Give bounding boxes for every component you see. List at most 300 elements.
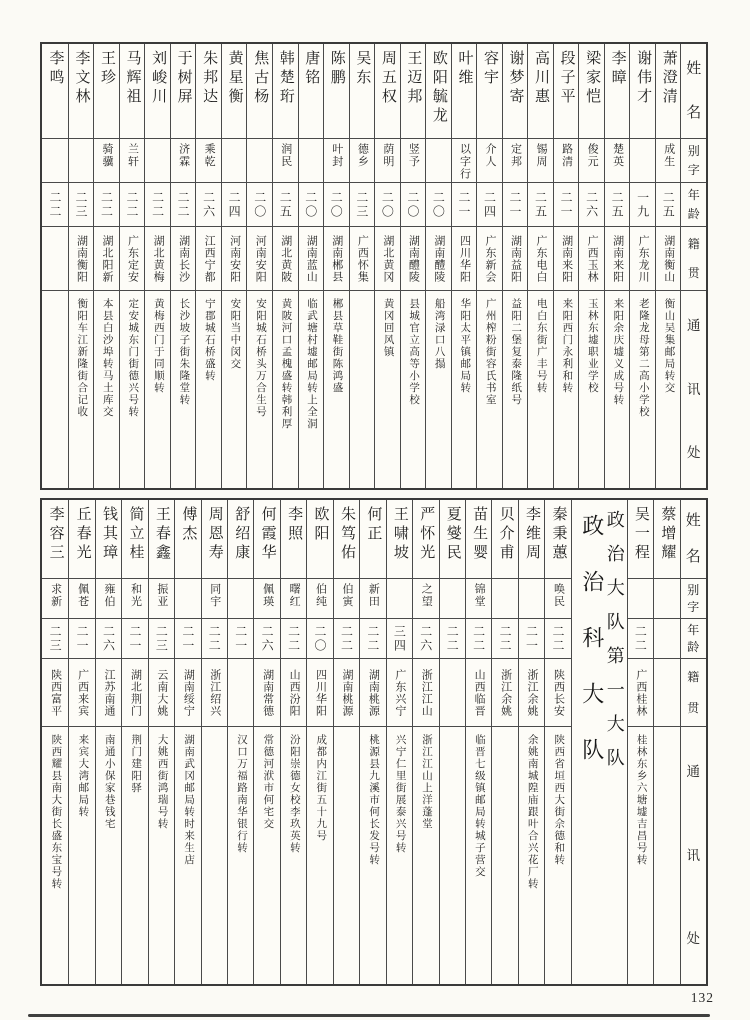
name-cell	[578, 44, 604, 138]
address-cell	[439, 726, 465, 984]
name-cell-text: 简立桂	[127, 506, 144, 563]
name-cell	[170, 44, 196, 138]
address-cell-text: 老隆龙母第二高小学校	[637, 298, 649, 418]
zi-cell	[95, 578, 121, 618]
name-cell	[412, 500, 438, 578]
native-place-cell-text: 河南安阳	[228, 234, 241, 283]
address-cell-text: 临武塘村墟邮局转上全洞	[306, 298, 318, 430]
age-cell	[333, 618, 359, 658]
age-cell-text: 二三	[48, 624, 63, 653]
native-place-cell	[400, 226, 426, 290]
section-header-column	[571, 500, 627, 984]
name-cell	[386, 500, 412, 578]
age-cell-text: 二一	[127, 624, 142, 653]
name-cell	[306, 500, 332, 578]
name-cell-text: 谢伟才	[635, 50, 652, 107]
age-cell	[68, 182, 94, 226]
age-cell	[425, 182, 451, 226]
native-place-cell	[553, 226, 579, 290]
name-cell-text: 贝介甫	[497, 506, 514, 563]
person-column	[629, 44, 655, 488]
native-place-cell	[359, 658, 385, 726]
zi-cell-text: 佩苍	[76, 583, 89, 608]
zi-cell	[400, 138, 426, 182]
zi-cell	[604, 138, 630, 182]
person-column	[476, 44, 502, 488]
zi-cell	[93, 138, 119, 182]
zi-cell-text: 楚英	[611, 143, 624, 168]
age-cell	[465, 618, 491, 658]
zi-cell-text: 和光	[129, 583, 142, 608]
age-cell	[42, 618, 68, 658]
address-cell-text: 电白东街广丰号转	[535, 298, 547, 394]
header-char: 名	[685, 548, 701, 565]
header-char: 贯	[687, 700, 700, 715]
address-cell-text: 汉口万福路南华银行转	[235, 734, 247, 854]
address-cell	[280, 726, 306, 984]
name-cell-text: 李维周	[524, 506, 541, 563]
age-cell-text: 二一	[180, 624, 195, 653]
native-place-cell	[491, 658, 517, 726]
name-cell	[476, 44, 502, 138]
zi-cell-text: 佩瑛	[261, 583, 274, 608]
native-place-cell	[412, 658, 438, 726]
native-place-cell	[221, 226, 247, 290]
native-place-cell	[174, 658, 200, 726]
address-cell	[578, 290, 604, 488]
person-column	[491, 500, 517, 984]
zi-cell	[476, 138, 502, 182]
age-cell-text: 二六	[418, 624, 433, 653]
name-cell-text: 夏燮民	[444, 506, 461, 563]
name-cell-text: 何正	[365, 506, 382, 544]
native-place-cell-text: 湖北黄陂	[279, 234, 292, 283]
zi-cell-text: 锦堂	[473, 583, 486, 608]
name-cell-text: 梁家恺	[584, 50, 601, 107]
name-cell	[93, 44, 119, 138]
person-column	[68, 500, 94, 984]
age-cell	[280, 618, 306, 658]
name-cell	[439, 500, 465, 578]
zi-cell-text: 叶封	[330, 143, 343, 168]
name-cell	[148, 500, 174, 578]
name-cell	[227, 500, 253, 578]
age-cell	[68, 618, 94, 658]
age-cell	[144, 182, 170, 226]
zi-cell	[627, 578, 653, 618]
native-place-cell	[42, 658, 68, 726]
name-cell-text: 王啸坡	[391, 506, 408, 563]
native-place-cell-text: 广东兴宁	[393, 668, 406, 717]
name-cell-text: 王春鑫	[153, 506, 170, 563]
person-column	[386, 500, 412, 984]
person-column	[306, 500, 332, 984]
person-column	[298, 44, 324, 488]
zi-cell-text: 曙红	[288, 583, 301, 608]
address-cell-text: 来阳余庆墟义成号转	[612, 298, 624, 406]
name-cell-text: 周五权	[379, 50, 396, 107]
address-cell-text: 广州榨粉街容氏书室	[484, 298, 496, 406]
native-place-cell-text: 广西怀集	[356, 234, 369, 283]
name-cell-text: 于树屏	[175, 50, 192, 107]
zi-cell	[653, 578, 679, 618]
address-cell	[502, 290, 528, 488]
native-place-cell	[144, 226, 170, 290]
header-char: 龄	[687, 639, 700, 654]
native-place-cell	[246, 226, 272, 290]
address-cell-text: 安阳当中闵交	[229, 298, 241, 370]
age-cell-text: 二一	[559, 190, 574, 219]
zi-cell	[253, 578, 279, 618]
header-char: 贯	[687, 265, 700, 280]
person-column	[518, 500, 544, 984]
name-cell	[465, 500, 491, 578]
name-cell	[527, 44, 553, 138]
zi-cell-text: 润民	[279, 143, 292, 168]
zi-cell	[439, 578, 465, 618]
native-place-cell	[439, 658, 465, 726]
person-column	[272, 44, 298, 488]
zi-cell	[451, 138, 477, 182]
native-place-cell-text: 广东龙川	[637, 234, 650, 283]
person-column	[68, 44, 94, 488]
header-zi	[680, 138, 706, 182]
person-column	[627, 500, 653, 984]
age-cell	[42, 182, 68, 226]
name-cell	[201, 500, 227, 578]
address-cell	[386, 726, 412, 984]
person-column	[412, 500, 438, 984]
address-cell-text: 本县白沙埠转马土库交	[101, 298, 113, 418]
address-cell-text: 来宾大湾邮局转	[77, 734, 89, 818]
age-cell-text: 二三	[73, 190, 88, 219]
native-place-cell-text: 山西临晋	[473, 668, 486, 717]
header-char: 字	[687, 599, 700, 614]
age-cell-text: 二六	[584, 190, 599, 219]
name-cell-text: 陈鹏	[328, 50, 345, 88]
zi-cell	[174, 578, 200, 618]
native-place-cell-text: 湖南常德	[261, 668, 274, 717]
zi-cell	[42, 138, 68, 182]
native-place-cell-text: 湖北黄冈	[381, 234, 394, 283]
age-cell-text: 二〇	[313, 624, 328, 653]
zi-cell-text: 振亚	[155, 583, 168, 608]
header-char: 龄	[687, 206, 700, 221]
name-cell-text: 王迈邦	[405, 50, 422, 107]
age-cell-text: 二二	[176, 190, 191, 219]
header-char: 名	[686, 104, 702, 121]
name-cell	[174, 500, 200, 578]
age-cell-text: 二〇	[380, 190, 395, 219]
person-column	[349, 44, 375, 488]
age-cell	[412, 618, 438, 658]
name-cell-text: 马辉祖	[124, 50, 141, 107]
native-place-cell-text: 四川华阳	[458, 234, 471, 283]
header-address	[680, 726, 706, 984]
address-cell-text: 荆门建阳驿	[130, 734, 142, 794]
zi-cell-text: 新田	[367, 583, 380, 608]
name-cell-text: 苗生婴	[471, 506, 488, 563]
native-place-cell	[298, 226, 324, 290]
address-cell-text: 衡山吴集邮局转交	[663, 298, 675, 394]
name-cell	[400, 44, 426, 138]
name-cell-text: 李暲	[609, 50, 626, 88]
address-cell-text: 安阳城石桥头万合生号	[254, 298, 266, 418]
person-column	[246, 44, 272, 488]
header-char: 讯	[686, 847, 701, 863]
address-cell-text: 余姚南城隍庙跟叶合兴花厂转	[526, 734, 538, 890]
address-cell	[553, 290, 579, 488]
header-char: 籍	[687, 670, 700, 685]
header-char: 字	[687, 162, 700, 177]
native-place-cell-text: 湖南桃源	[367, 668, 380, 717]
address-cell-text: 汾阳崇德女校李玖英转	[288, 734, 300, 854]
scan-artifact-line	[28, 1014, 710, 1017]
person-column	[359, 500, 385, 984]
age-cell-text: 二四	[482, 190, 497, 219]
age-cell	[174, 618, 200, 658]
address-cell-text: 船湾渌口八搨	[433, 298, 445, 370]
name-cell	[553, 44, 579, 138]
native-place-cell-text: 湖南郴县	[330, 234, 343, 283]
zi-cell	[68, 138, 94, 182]
age-cell	[349, 182, 375, 226]
person-column	[253, 500, 279, 984]
header-age	[680, 182, 706, 226]
zi-cell-text: 伯纯	[314, 583, 327, 608]
native-place-cell-text: 湖北阳新	[101, 234, 114, 283]
age-cell-text: 二一	[524, 624, 539, 653]
age-cell-text: 二二	[471, 624, 486, 653]
person-column	[144, 44, 170, 488]
address-cell-text: 衡阳车江新隆街合记收	[76, 298, 88, 418]
name-cell-text: 焦古杨	[252, 50, 269, 107]
section-title-line: 政治大队第一大队	[604, 510, 625, 782]
person-column	[465, 500, 491, 984]
zi-cell	[323, 138, 349, 182]
age-cell	[439, 618, 465, 658]
name-cell	[349, 44, 375, 138]
native-place-cell	[425, 226, 451, 290]
address-cell	[544, 726, 570, 984]
native-place-cell	[95, 658, 121, 726]
zi-cell-text: 荫明	[381, 143, 394, 168]
zi-cell-text: 以字行	[458, 143, 471, 181]
age-cell	[93, 182, 119, 226]
name-cell	[221, 44, 247, 138]
age-cell	[502, 182, 528, 226]
age-cell	[246, 182, 272, 226]
age-cell-text: 二六	[201, 190, 216, 219]
header-name	[680, 44, 706, 138]
address-cell	[42, 726, 68, 984]
address-cell-text: 玉林东墟职业学校	[586, 298, 598, 394]
age-cell-text: 二五	[278, 190, 293, 219]
native-place-cell-text: 湖南绥宁	[182, 668, 195, 717]
age-cell-text: 二二	[47, 190, 62, 219]
address-cell	[412, 726, 438, 984]
name-cell	[544, 500, 570, 578]
native-place-cell	[253, 658, 279, 726]
zi-cell	[221, 138, 247, 182]
zi-cell-text: 之望	[420, 583, 433, 608]
zi-cell	[465, 578, 491, 618]
native-place-cell	[544, 658, 570, 726]
name-cell	[298, 44, 324, 138]
zi-cell-text: 介人	[483, 143, 496, 168]
zi-cell	[272, 138, 298, 182]
age-cell-text: 二二	[125, 190, 140, 219]
name-cell-text: 周恩寿	[206, 506, 223, 563]
age-cell	[195, 182, 221, 226]
native-place-cell-text: 浙江江山	[420, 668, 433, 717]
native-place-cell	[518, 658, 544, 726]
age-cell-text: 二〇	[303, 190, 318, 219]
zi-cell-text: 竖予	[407, 143, 420, 168]
address-cell-text: 湖南武冈邮局转时来生店	[183, 734, 195, 866]
zi-cell-text: 锡周	[535, 143, 548, 168]
person-column	[374, 44, 400, 488]
name-cell-text: 舒绍康	[233, 506, 250, 563]
header-column	[680, 500, 706, 984]
person-column	[604, 44, 630, 488]
address-cell-text: 黄陂河口孟槐盛转韩利厚	[280, 298, 292, 430]
name-cell	[491, 500, 517, 578]
address-cell	[253, 726, 279, 984]
person-column	[527, 44, 553, 488]
name-cell	[253, 500, 279, 578]
zi-cell-text: 同宇	[208, 583, 221, 608]
zi-cell	[553, 138, 579, 182]
address-cell	[170, 290, 196, 488]
name-cell-text: 吴一程	[632, 506, 649, 563]
age-cell-text: 二四	[227, 190, 242, 219]
native-place-cell-text: 河南安阳	[254, 234, 267, 283]
address-cell	[323, 290, 349, 488]
person-column	[323, 44, 349, 488]
native-place-cell-text: 浙江余姚	[526, 668, 539, 717]
person-column	[174, 500, 200, 984]
name-cell-text: 钱其璋	[101, 506, 118, 563]
address-cell-text: 临晋七级镇邮局转城子营交	[473, 734, 485, 878]
age-cell-text: 二五	[610, 190, 625, 219]
age-cell	[95, 618, 121, 658]
age-cell-text: 二五	[661, 190, 676, 219]
age-cell-text: 二五	[533, 190, 548, 219]
header-char: 姓	[685, 512, 701, 529]
address-cell	[629, 290, 655, 488]
name-cell-text: 欧阳毓龙	[430, 50, 447, 126]
name-cell-text: 韩楚珩	[277, 50, 294, 107]
address-cell	[491, 726, 517, 984]
zi-cell	[201, 578, 227, 618]
native-place-cell-text: 湖北荆门	[129, 668, 142, 717]
zi-cell	[195, 138, 221, 182]
native-place-cell-text: 广西桂林	[634, 668, 647, 717]
person-column	[439, 500, 465, 984]
native-place-cell-text: 江苏南通	[103, 668, 116, 717]
address-cell-text: 桃源县九溪市何长发号转	[368, 734, 380, 866]
address-cell-text: 陕西省垣西大街佘德和转	[553, 734, 565, 866]
name-cell	[195, 44, 221, 138]
zi-cell-text: 俊元	[586, 143, 599, 168]
header-address	[680, 290, 706, 488]
age-cell	[148, 618, 174, 658]
native-place-cell	[227, 658, 253, 726]
native-place-cell	[323, 226, 349, 290]
native-place-cell	[629, 226, 655, 290]
address-cell	[221, 290, 247, 488]
name-cell	[121, 500, 147, 578]
age-cell-text: 二〇	[405, 190, 420, 219]
header-char: 通	[686, 764, 701, 780]
age-cell	[121, 618, 147, 658]
address-cell	[425, 290, 451, 488]
section-title	[571, 500, 627, 984]
address-cell	[227, 726, 253, 984]
age-cell	[119, 182, 145, 226]
section-title-line: 政治科大队	[579, 514, 605, 794]
zi-cell	[349, 138, 375, 182]
name-cell	[246, 44, 272, 138]
native-place-cell-text: 广东定安	[126, 234, 139, 283]
age-cell	[527, 182, 553, 226]
native-place-cell	[42, 226, 68, 290]
zi-cell	[629, 138, 655, 182]
zi-cell	[359, 578, 385, 618]
native-place-cell-text: 湖北黄梅	[152, 234, 165, 283]
person-column	[655, 44, 681, 488]
zi-cell	[306, 578, 332, 618]
native-place-cell	[195, 226, 221, 290]
name-cell-text: 秦秉蕙	[550, 506, 567, 563]
address-cell	[201, 726, 227, 984]
address-cell	[527, 290, 553, 488]
zi-cell	[491, 578, 517, 618]
header-name	[680, 500, 706, 578]
age-cell	[221, 182, 247, 226]
age-cell	[253, 618, 279, 658]
age-cell-text: 二二	[498, 624, 513, 653]
name-cell-text: 叶维	[456, 50, 473, 88]
age-cell	[578, 182, 604, 226]
native-place-cell	[386, 658, 412, 726]
header-char: 年	[687, 188, 700, 203]
address-cell	[144, 290, 170, 488]
person-column	[578, 44, 604, 488]
name-cell-text: 朱邦达	[201, 50, 218, 107]
zi-cell-text: 济霖	[177, 143, 190, 168]
address-cell	[374, 290, 400, 488]
age-cell-text: 二二	[286, 624, 301, 653]
name-cell-text: 容宇	[481, 50, 498, 88]
native-place-cell-text: 广东新会	[483, 234, 496, 283]
name-cell-text: 严怀光	[418, 506, 435, 563]
zi-cell	[578, 138, 604, 182]
zi-cell	[412, 578, 438, 618]
native-place-cell-text: 广东电白	[535, 234, 548, 283]
zi-cell	[527, 138, 553, 182]
address-cell-text: 陕西耀县南大街长盛东宝号转	[50, 734, 62, 890]
native-place-cell	[201, 658, 227, 726]
native-place-cell	[465, 658, 491, 726]
native-place-cell	[476, 226, 502, 290]
name-cell	[144, 44, 170, 138]
person-column	[170, 44, 196, 488]
address-cell	[359, 726, 385, 984]
age-cell-text: 二二	[550, 624, 565, 653]
zi-cell	[655, 138, 681, 182]
